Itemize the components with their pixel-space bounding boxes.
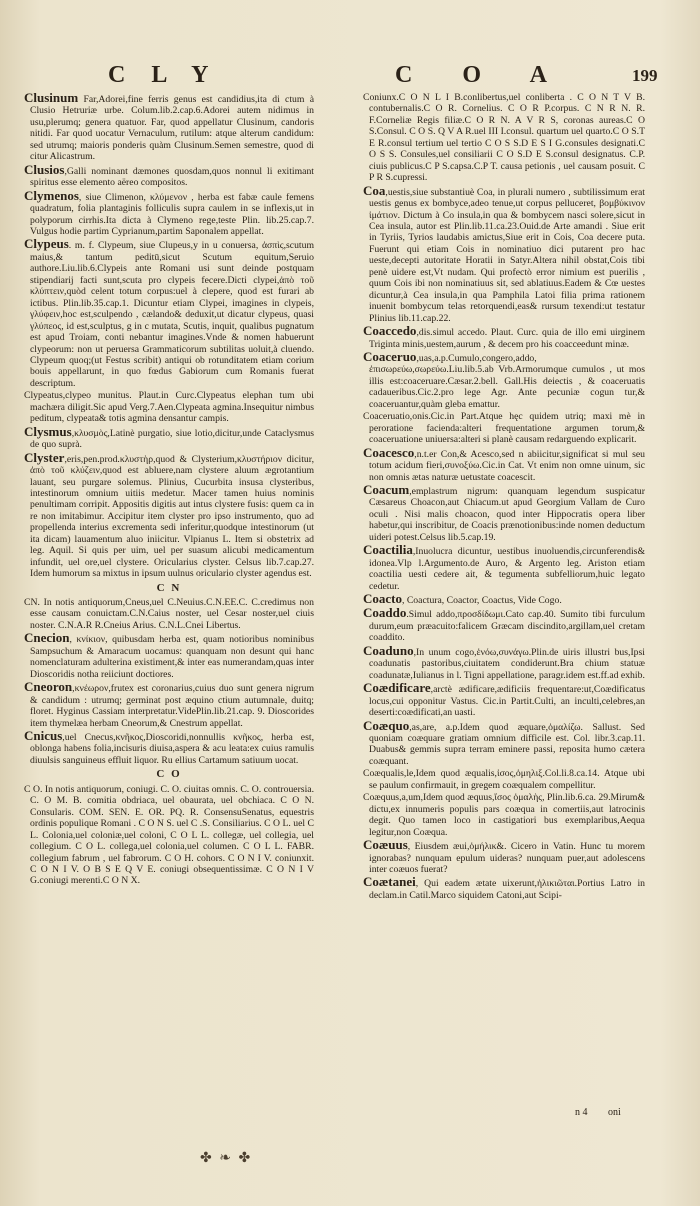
entry-headword: Coætanei [363, 874, 416, 890]
entry-text: , κνίκιον, quibusdam herba est, quam notioribus nominibus Sampsuchum & Amaracum uocamus: quanquam non desunt qui hanc nomenclaturam adulterina existiment,& inter eas numerandam,quas inter Dioscoridis notha reiiciunt doctiores. [30, 634, 314, 680]
dictionary-entry [24, 449, 314, 580]
entry-text: ,dis.simul accedo. Plaut. Curc. quia de illo emi uirginem Triginta minis,uestem,aurum , & decem pro his coacceedunt minæ. [369, 327, 645, 350]
entry-text: ,κνέωρον,frutex est coronarius,cuius duo sunt genera nigrum & candidum : utrumq; germinat post æquino ctium autumnale, duitq; floret. Hyginus Cassiam interpretatur.VidePlin.lib.21.cap. 9. Dioscorides item thymelæa herbam Cneorum,& Cnestrum appellat. [30, 683, 314, 729]
section-divider: C N [156, 581, 182, 594]
running-header [0, 62, 700, 92]
entry-text: Coaceruatio,onis.Cic.in Part.Atque hęc quidem utriq; maxi mè in peroratione facienda:alteri frequentatione argumen torum,& coaceruatione uniuersa:alteri si planè causam redarguendo explicarit. [363, 411, 645, 446]
dictionary-entry [363, 768, 645, 791]
entry-text: CN. In notis antiquorum,Cneus,uel C.Neuius.C.N.EE.C. C.credimus non esse causam conuictam.C.N.Caius noster, uel Cesar noster,uel ciuis noster. C.N.A.R R.Cneius Arius. C.N.L.Cnei Libertus. [24, 597, 314, 631]
entry-text: ,Galli nominant dæmones quosdam,quos nonnul li exitimant spiritus esse elemento aëreo compositos. [30, 165, 314, 189]
entry-text: Coniunx.C O N L I B.conlibertus,uel conliberta . C O N T V B. contubernalis.C O R. Cornelius. C O R P.corpus. C N R N. R. F.Corneliæ Regis filiæ.C O R N. A V R S, coronas aureas.C O S.Consul. C O S. Q V A R.uel III I.consul. quartum uel quarto.C O S.T E R.consul tertium uel tertio C O S S.D E S I G.consules designati.C O S S. Consules,uel consiliarii C O S.D E S.consul designatus. C.P. ciuis publicus.C P S.capsa.C.P T. causa petionis , uel causam posuit. C P R S.cupressi. [363, 92, 645, 184]
dictionary-entry [24, 784, 314, 887]
dictionary-entry [363, 593, 645, 606]
entry-text: ,uas,a.p.Cumulo,congero,addo, ἐπισωρεύω,σωρεύω.Liu.lib.5.ab Vrb.Armorumque cumulos , ut mos illis est:coaceruare.Cæsar.2.bell. Gall.His deiectis , & coaceruatis cadaueribus.Cic.2.pro lege Agr. Ante pecuniæ cogun tur,& coaceruantur,quàm gleba emattur. [369, 352, 645, 410]
entry-headword: Coædificare [363, 680, 431, 696]
entry-headword: Coa [363, 182, 386, 198]
entry-headword: Coaceruo [363, 348, 417, 364]
dictionary-entry [24, 187, 314, 238]
dictionary-entry [363, 839, 645, 875]
entry-text: ,n.t.er Con,& Acesco,sed n abiicitur,significat si mul seu totum acidum fieri,συνοξύω.Cic.in Cat. Vt enim non omne uinum, sic non omnis ætas naturæ uetustate coacescit. [369, 448, 645, 483]
entry-headword: Clusinum [24, 92, 79, 105]
dictionary-entry [363, 876, 645, 901]
entry-text: ,κλυσμὸς,Latinè purgatio, siue lotio,dicitur,unde Cataclysmus de quo suprà. [30, 427, 314, 451]
entry-text: , Qui eadem ætate uixerunt,ἡλικιῶται.Portius Latro in declam.in Catil.Marco siquidem Catoni,aut Scipi- [369, 878, 645, 901]
dictionary-entry [363, 348, 645, 410]
right-column [363, 92, 645, 1102]
dictionary-entry [24, 632, 314, 680]
entry-text: ,arctè ædificare,ædificiis frequentare:ut,Coædificatus locus,cui opponitur Vastus. Cic.in Partit.Culti, an inculti,celebres,an deserti:coædificati,an uasti. [369, 684, 645, 719]
dictionary-entry [363, 481, 645, 543]
entry-text: ,Inuolucra dicuntur, uestibus inuoluendis,circunferendis& idonea.Vlp l.Argumento.de Auro, & Argento leg. Ariston etiam coactilia uesti cedere ait, & tegumenta subfelliorum,huic legato cedetur. [369, 546, 645, 592]
entry-text: . m. f. Clypeum, siue Clupeus,y in u conuersa, ἀσπὶς,scutum maius,& tantum peditū,sicut Scutum equitum,Seruio authore.Liu.lib.6.Clypeis ante Romani usi sunt deinde postquam stipendiarij facti sunt,scuta pro clypeis fecere.Dicti clypei,ἀπὸ τοῦ κλύπτειν,quòd celent totum corpus:uel à clepere, quod est furari ab ictibus. Plin.lib.35.cap.1. Dicuntur etiam Clypei, imagines in clypeis, γλύφειν,hoc est,sculpendo , cælando& deduxit,ut dicatur clypeus, quasi γλύπεος, id est,sculptus, g in c mutata, Scutis, inquit, qualibus pugnatum est apud Troiam, conti nebantur imagines.Vnde & nomen habuerunt clypeorum: non ut peruersa Grammaticorum subtilitas uoluit,à cluendo. Clypeum quoq;(ut Festus scribit) antiqui ob rotunditatem etiam corium bouis appellarunt, in quo fœdus Gabiorum cum Romanis fuerat descriptum. [30, 240, 314, 389]
entry-text: Far,Adorei,fine ferris genus est candidius,ita di ctum à Clusio Hetruriæ urbe. Colum.lib.2.cap.6.Adorei autem nidimus in usu,plerumq; genera quatuor. Far, quod appellatur Clusinum, candoris nitidi. Far quod uocatur Vernaculum, rutilum: atque alterum candidum: sed utrumq; maioris ponderis quàm Clusinum.Semen semestre, quod di citur Alicastrum. [30, 94, 314, 163]
entry-text: , Eiusdem æui,ὁμήλικ&. Cicero in Vatin. Hunc tu morem ignorabas? nunquam epulum uideras? nunquam puer,aut adolescens inter coæuos fuerat? [369, 841, 645, 875]
entry-text: C O. In notis antiquorum, coniugi. C. O. ciuitas omnis. C. O. controuersia. C. O M. B. comitia obdriaca, uel obaurata, uel obchiaca. C O N. Consularis. COM. SEN. E. OR. PQ. R. ConsensuSenatus, equestris ordinis populique Romani . C O N S. uel C .S. Consiliarius. C O L. uel C L. Colonia,uel coloniæ,uel coloni, C O L L. collegæ, uel collegia, uel collegium. C O L. collega,uel colonia,uel columen. C O L L. FABR. collegium fabrum , uel fabrorum. C O H. cohors. C O N I V. coniunxit. C O N I V. O B S E Q V E. coniugi obsequentissimæ. C O N I V G.coniugi merenti.C O N X. [24, 783, 314, 887]
page-number: 199 [632, 66, 658, 85]
entry-headword: Coaccedo [363, 323, 417, 339]
dictionary-entry [363, 182, 645, 324]
entry-headword: Coaddo [363, 605, 407, 621]
dictionary-entry [24, 161, 314, 189]
dictionary-entry [363, 607, 645, 643]
entry-headword: Clyster [24, 449, 65, 465]
dictionary-entry [363, 544, 645, 592]
header-right-letters: C O A [395, 62, 570, 88]
entry-text: , siue Climenon, κλύμενον , herba est fabæ caule femens quadratum, folia plantaginis folliculis supra caulem in se inflexis,ut in polyporum cirrhis.Ita dicta à Clymeno rege,teste Plin. lib.25.cap.7. Vulgus hodie partim Cyprianum,partim Saponalem appellat. [30, 191, 314, 237]
entry-text: ,uestis,siue substantiuè Coa, in plurali numero , subtilissimum erat uestis genus ex bombyce,adeo tenue,ut corpus pelluceret, βομβύκινον ἱμάτιον. Dictum à Co insula,in qua & bombycem nasci solere,sicut in Cea insula, autor est Plin.lib.11.ca.23.Ouid.de Arte amandi . Siue erit in Tyriis, Tyrios laudabis amictus,Siue erit in Cois, Coa decere puta. Fuerunt qui etiam Cois in nominatiuo dici putarent pro hac ueste,decepti autoritate Horatii in Satyr.Altera nihil obstat,Cois tibi penè uidere est,Vt nudam. Qui profectò error nimium est puerilis , quum Cois ibi non nominatiuus sit, sed ablatiuus.Eadem & Cœ uestes dicuntur,à Cea insula,in qua Pamphila Latoi filia prima rationem inuenit bombycum telas retorquendi,eas& rursum texendi:ut testatur Plinius lib.11.cap.22. [369, 186, 645, 324]
dictionary-entry [363, 444, 645, 483]
catchword-line [575, 1107, 655, 1118]
entry-headword: Coæquo [363, 717, 410, 733]
signature-mark: n 4 [575, 1107, 588, 1118]
entry-headword: Coacto [363, 591, 402, 607]
header-left-letters: C L Y [108, 62, 219, 88]
entry-text: .Simul addo,προσδίδωμι.Cato cap.40. Sumito tibi furculum durum,eum præacuito:falicem Græcam discindito,argillam,uel cretam coaddito. [369, 609, 645, 644]
dictionary-entry [363, 792, 645, 838]
dictionary-entry [363, 682, 645, 718]
entry-text: Clypeatus,clypeo munitus. Plaut.in Curc.Clypeatus elephan tum ubi machæra diligit.Sic apud Verg.7.Aen.Clypeata agmina.Insequitur nimbus peditum, clypeata& totis agmina densantur campis. [24, 390, 314, 425]
entry-text: ,emplastrum nigrum: quanquam legendum suspicatur Cæsareus Choacon,aut Chiacum.ut apud Georgium Vallam de Curo oculi . Nisi malis choacon, quod inter Hippocratis opera liber habetur,qui inscribitur, de Coacis prænotionibus:inde nomen deductum uideri potest.Celsus lib.5.cap.19. [369, 485, 645, 543]
entry-headword: Coacesco [363, 444, 415, 460]
entry-headword: Coactilia [363, 542, 413, 558]
entry-headword: Clymenos [24, 187, 79, 203]
entry-text: ,In unum cogo,ἑνόω,συνάγω.Plin.de uiris illustri bus,Ipsi coadunatis pastoribus,ciuitatem condiderunt.Bra chium statuæ coadunatæ,Iulianus in l. Tigni appellatione, paragr.idem est.ff.ad exhib. [369, 646, 645, 681]
dictionary-entry [24, 390, 314, 424]
dictionary-entry [24, 681, 314, 729]
entry-headword: Cnecion [24, 630, 70, 646]
dictionary-entry [24, 730, 314, 766]
entry-text: ,as,are, a.p.Idem quod æquare,ὁμαλίζω. Sallust. Sed quoniam coæquare gratiam omnium difficile est. Col. libr.3.cap.11. Duabus& gemmis supra terram eminere passi, reposita humo cætera coæquant. [369, 721, 645, 767]
entry-text: , Coactura, Coactor, Coactus, Vide Cogo. [402, 595, 562, 607]
entry-headword: Clypeus [24, 236, 69, 252]
catchword: oni [608, 1107, 621, 1118]
entry-text: Coæquus,a,um,Idem quod æquus,ἴσος ὁμαλὴς, Plin.lib.6.ca. 29.Mirum& dictu,ex innumeris populis pars coæqua in comertiis,aut latrocinis degit. Quo tamen loco in castigatiori bus exemplaribus,Aequa legitur,non Coæqua. [363, 792, 645, 838]
entry-headword: Cnicus [24, 728, 63, 744]
dictionary-entry [24, 597, 314, 631]
entry-headword: Coæuus [363, 837, 408, 853]
entry-text: ,uel Cnecus,κνῆκος,Dioscoridi,nonnullis κνῆκος, herba est, oblonga habens folia,incisuris diuisa,aspera & acu leata:ex cuius ramulis diuulsis sanguineus effluit liquor. Ru ellius Cartamum satiuum uocat. [30, 732, 314, 766]
section-divider: C O [156, 768, 182, 781]
dictionary-entry [24, 238, 314, 389]
entry-headword: Cneoron [24, 679, 73, 695]
left-column [24, 92, 314, 1102]
entry-text: Coæqualis,le,Idem quod æqualis,ἰσος,ὁμηλιξ.Col.li.8.ca.14. Atque ubi se paulum confirmauit, in gregem coæqualem compellitur. [363, 768, 645, 791]
dictionary-entry [24, 92, 314, 163]
entry-headword: Clusios [24, 161, 65, 177]
entry-headword: Coacum [363, 481, 410, 497]
entry-headword: Coaduno [363, 642, 414, 658]
dictionary-entry [363, 325, 645, 350]
entry-text: ,eris,pen.prod.κλυστὴρ,quod & Clysterium,κλυστήριον dicitur, ἀπὸ τοῦ κλύζειν,quod est abluere,nam clystere aluum ægrotantium lauant, seu purgare solemus. Plinius, Cucurbita insusa clysteribus, intestinorum omnium uitiis medetur. Macer tamen huius nominis penultimam corripit. Appositis digitis aut intus clystere fusis: quem ca in re non imitabimur. Accipitur item clyster pro ipso instrumento, quo ad propellenda interius excrementa sedi inferitur,quodque intestinorum (ut ita dicam) lauamentum aluo iniicitur. Vlpianus L. Item si obstetrix ad leg. Aquil. Si quis per uim, uel per suasum alicubi medicamentum infundit, uel ore,uel clystere. Oricularius clyster. Celsus lib.7.cap.27. Idem humorum sa mixtus in ipsum uulnus oriculario clyster agendus est. [30, 453, 314, 580]
bottom-ornament: ✤ ❧ ✤ [200, 1151, 253, 1166]
entry-headword: Clysmus [24, 423, 72, 439]
dictionary-entry [24, 423, 314, 451]
dictionary-entry [363, 92, 645, 184]
dictionary-entry [363, 411, 645, 445]
dictionary-entry [363, 642, 645, 681]
dictionary-entry [363, 717, 645, 768]
